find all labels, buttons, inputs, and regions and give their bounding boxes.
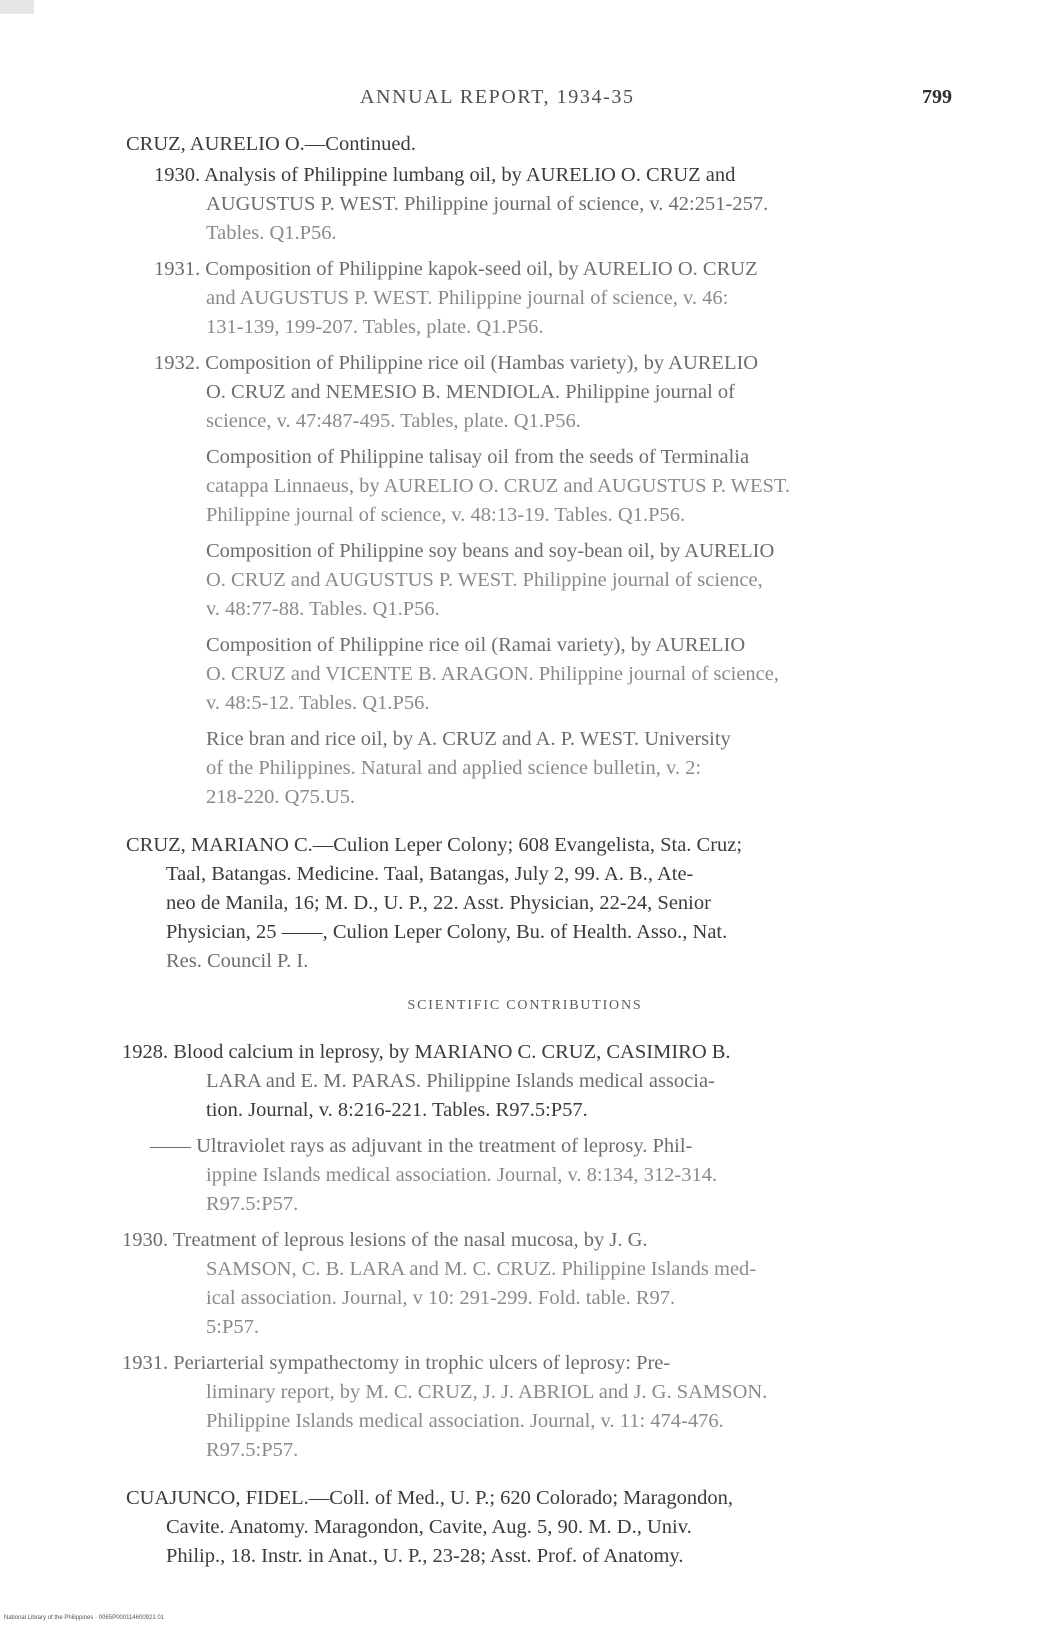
text-line: liminary report, by M. C. CRUZ, J. J. ABRIOL and J. G. SAMSON. (206, 1381, 768, 1403)
text-line: AUGUSTUS P. WEST. Philippine journal of science, v. 42:251-257. (206, 193, 769, 215)
text-line: Rice bran and rice oil, by A. CRUZ and A. P. WEST. University (206, 728, 731, 750)
text-line: ical association. Journal, v 10: 291-299. Fold. table. R97. (206, 1287, 676, 1309)
text-line: Cavite. Anatomy. Maragondon, Cavite, Aug. 5, 90. M. D., Univ. (166, 1516, 692, 1538)
text-line: Composition of Philippine rice oil (Ramai variety), by AURELIO (206, 634, 746, 656)
page-header (0, 86, 1050, 116)
text-line: Composition of Philippine talisay oil from the seeds of Terminalia (206, 446, 750, 468)
text-line: Physician, 25 ——, Culion Leper Colony, Bu. of Health. Asso., Nat. (166, 921, 728, 943)
page-number: 799 (922, 86, 952, 108)
text-line: —— Ultraviolet rays as adjuvant in the treatment of leprosy. Phil- (150, 1135, 693, 1157)
text-line: v. 48:5-12. Tables. Q1.P56. (206, 692, 430, 714)
text-line: O. CRUZ and AUGUSTUS P. WEST. Philippine journal of science, (206, 569, 763, 591)
text-line: SAMSON, C. B. LARA and M. C. CRUZ. Philippine Islands med- (206, 1258, 757, 1280)
text-line: 1930. Analysis of Philippine lumbang oil, by AURELIO O. CRUZ and (154, 164, 736, 186)
text-line: R97.5:P57. (206, 1439, 299, 1461)
running-title: ANNUAL REPORT, 1934-35 (360, 86, 635, 108)
text-line: 1931. Periarterial sympathectomy in trophic ulcers of leprosy: Pre- (122, 1352, 671, 1374)
text-line: Philippine journal of science, v. 48:13-19. Tables. Q1.P56. (206, 504, 686, 526)
text-line: tion. Journal, v. 8:216-221. Tables. R97.5:P57. (206, 1099, 588, 1121)
text-line: R97.5:P57. (206, 1193, 299, 1215)
text-line: 131-139, 199-207. Tables, plate. Q1.P56. (206, 316, 544, 338)
scan-corner-mark (0, 0, 34, 14)
text-line: Philip., 18. Instr. in Anat., U. P., 23-28; Asst. Prof. of Anatomy. (166, 1545, 684, 1567)
text-line: neo de Manila, 16; M. D., U. P., 22. Asst. Physician, 22-24, Senior (166, 892, 711, 914)
text-line: v. 48:77-88. Tables. Q1.P56. (206, 598, 440, 620)
text-line: O. CRUZ and VICENTE B. ARAGON. Philippine journal of science, (206, 663, 779, 685)
text-line: 1931. Composition of Philippine kapok-seed oil, by AURELIO O. CRUZ (154, 258, 758, 280)
text-line: Tables. Q1.P56. (206, 222, 337, 244)
section-heading: SCIENTIFIC CONTRIBUTIONS (407, 998, 643, 1013)
text-line: LARA and E. M. PARAS. Philippine Islands medical associa- (206, 1070, 715, 1092)
text-line: 1928. Blood calcium in leprosy, by MARIANO C. CRUZ, CASIMIRO B. (122, 1041, 731, 1063)
text-line: Philippine Islands medical association. Journal, v. 11: 474-476. (206, 1410, 724, 1432)
text-line: 1932. Composition of Philippine rice oil (Hambas variety), by AURELIO (154, 352, 759, 374)
text-line: Res. Council P. I. (166, 950, 309, 972)
text-line: Composition of Philippine soy beans and soy-bean oil, by AURELIO (206, 540, 775, 562)
text-line: 5:P57. (206, 1316, 259, 1338)
text-line: 218-220. Q75.U5. (206, 786, 356, 808)
text-line: catappa Linnaeus, by AURELIO O. CRUZ and AUGUSTUS P. WEST. (206, 475, 791, 497)
text-line: 1930. Treatment of leprous lesions of the nasal mucosa, by J. G. (122, 1229, 648, 1251)
entry-heading-cruz-aurelio: CRUZ, AURELIO O.—Continued. (126, 133, 416, 155)
text-line: O. CRUZ and NEMESIO B. MENDIOLA. Philippine journal of (206, 381, 735, 403)
entry-heading-cuajunco-fidel: CUAJUNCO, FIDEL.—Coll. of Med., U. P.; 620 Colorado; Maragondon, (126, 1487, 734, 1509)
text-line: Taal, Batangas. Medicine. Taal, Batangas, July 2, 99. A. B., Ate- (166, 863, 694, 885)
text-line: of the Philippines. Natural and applied science bulletin, v. 2: (206, 757, 702, 779)
scan-footer-credit: National Library of the Philippines · 0065P000114600921 01 (4, 1615, 165, 1621)
text-line: science, v. 47:487-495. Tables, plate. Q1.P56. (206, 410, 581, 432)
text-line: ippine Islands medical association. Journal, v. 8:134, 312-314. (206, 1164, 718, 1186)
text-line: and AUGUSTUS P. WEST. Philippine journal of science, v. 46: (206, 287, 729, 309)
entry-heading-cruz-mariano: CRUZ, MARIANO C.—Culion Leper Colony; 608 Evangelista, Sta. Cruz; (126, 834, 743, 856)
